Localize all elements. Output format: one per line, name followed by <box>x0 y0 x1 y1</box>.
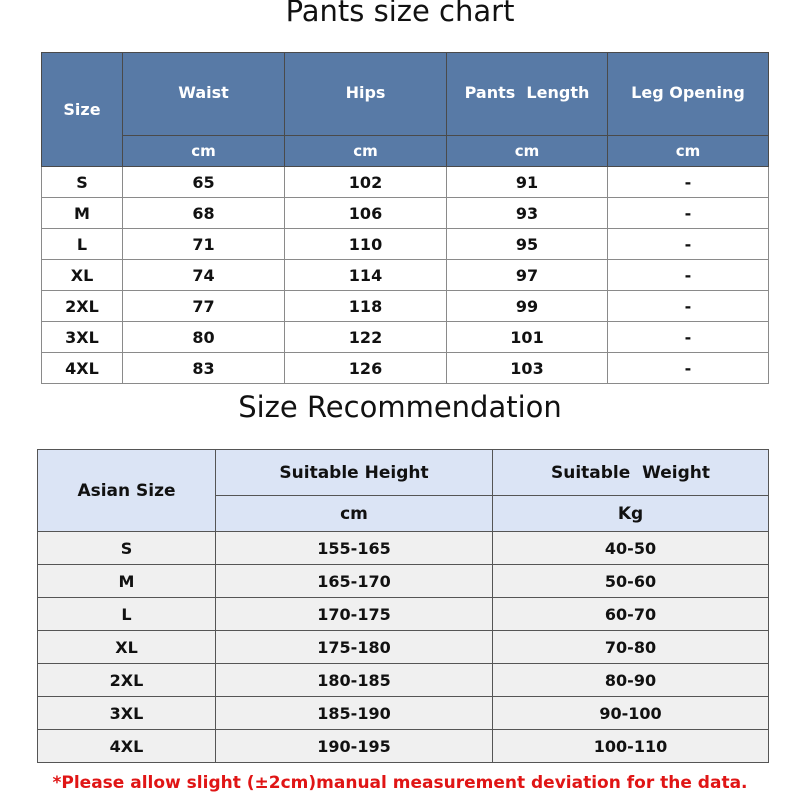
pants-length-cell: 95 <box>447 229 608 260</box>
hips-cell: 102 <box>285 167 447 198</box>
hips-unit: cm <box>285 136 447 167</box>
waist-cell: 68 <box>123 198 285 229</box>
size-cell: M <box>38 565 216 598</box>
hips-column-header: Hips <box>285 53 447 136</box>
leg-opening-cell: - <box>608 322 769 353</box>
table-row <box>38 565 769 598</box>
hips-cell: 122 <box>285 322 447 353</box>
height-cell: 180-185 <box>216 664 493 697</box>
pants-length-cell: 91 <box>447 167 608 198</box>
weight-cell: 80-90 <box>493 664 769 697</box>
table-row <box>42 167 769 198</box>
height-cell: 190-195 <box>216 730 493 763</box>
hips-cell: 110 <box>285 229 447 260</box>
waist-cell: 65 <box>123 167 285 198</box>
leg-opening-cell: - <box>608 229 769 260</box>
size-cell: 4XL <box>38 730 216 763</box>
hips-cell: 114 <box>285 260 447 291</box>
pants-length-cell: 93 <box>447 198 608 229</box>
table-row <box>42 322 769 353</box>
asian-size-column-header: Asian Size <box>38 450 216 532</box>
table-row <box>42 260 769 291</box>
pants-length-unit: cm <box>447 136 608 167</box>
hips-cell: 126 <box>285 353 447 384</box>
size-recommendation-table <box>37 449 769 763</box>
weight-cell: 100-110 <box>493 730 769 763</box>
waist-unit: cm <box>123 136 285 167</box>
size-recommendation-title: Size Recommendation <box>238 390 562 424</box>
size-cell: S <box>42 167 123 198</box>
weight-cell: 70-80 <box>493 631 769 664</box>
pants-length-column-header: Pants Length <box>447 53 608 136</box>
size-cell: 3XL <box>42 322 123 353</box>
suitable-height-column-header: Suitable Height <box>216 450 493 496</box>
height-cell: 170-175 <box>216 598 493 631</box>
size-cell: XL <box>42 260 123 291</box>
pants-length-cell: 99 <box>447 291 608 322</box>
hips-cell: 118 <box>285 291 447 322</box>
waist-cell: 74 <box>123 260 285 291</box>
height-cell: 165-170 <box>216 565 493 598</box>
height-cell: 185-190 <box>216 697 493 730</box>
table-row <box>42 353 769 384</box>
waist-cell: 71 <box>123 229 285 260</box>
size-cell: M <box>42 198 123 229</box>
table-row <box>42 229 769 260</box>
waist-cell: 77 <box>123 291 285 322</box>
table-row <box>38 532 769 565</box>
size-cell: XL <box>38 631 216 664</box>
weight-unit: Kg <box>493 496 769 532</box>
waist-column-header: Waist <box>123 53 285 136</box>
waist-cell: 83 <box>123 353 285 384</box>
size-cell: S <box>38 532 216 565</box>
height-cell: 155-165 <box>216 532 493 565</box>
size-cell: L <box>38 598 216 631</box>
leg-opening-cell: - <box>608 167 769 198</box>
pants-size-table <box>41 52 769 384</box>
size-cell: 3XL <box>38 697 216 730</box>
leg-opening-unit: cm <box>608 136 769 167</box>
pants-length-cell: 103 <box>447 353 608 384</box>
waist-cell: 80 <box>123 322 285 353</box>
size-cell: 2XL <box>38 664 216 697</box>
leg-opening-cell: - <box>608 198 769 229</box>
weight-cell: 50-60 <box>493 565 769 598</box>
size-column-header: Size <box>42 53 123 167</box>
size-chart-title: Pants size chart <box>285 0 515 28</box>
pants-length-cell: 101 <box>447 322 608 353</box>
suitable-weight-column-header: Suitable Weight <box>493 450 769 496</box>
leg-opening-cell: - <box>608 291 769 322</box>
table-row <box>38 697 769 730</box>
measurement-deviation-note: *Please allow slight (±2cm)manual measurement deviation for the data. <box>52 773 748 793</box>
table-row <box>38 598 769 631</box>
weight-cell: 60-70 <box>493 598 769 631</box>
size-cell: 4XL <box>42 353 123 384</box>
leg-opening-column-header: Leg Opening <box>608 53 769 136</box>
leg-opening-cell: - <box>608 353 769 384</box>
size-cell: L <box>42 229 123 260</box>
table-row <box>38 631 769 664</box>
table-row <box>38 664 769 697</box>
weight-cell: 40-50 <box>493 532 769 565</box>
table-row <box>42 198 769 229</box>
table-row <box>38 730 769 763</box>
height-unit: cm <box>216 496 493 532</box>
leg-opening-cell: - <box>608 260 769 291</box>
size-cell: 2XL <box>42 291 123 322</box>
table-row <box>42 291 769 322</box>
weight-cell: 90-100 <box>493 697 769 730</box>
height-cell: 175-180 <box>216 631 493 664</box>
hips-cell: 106 <box>285 198 447 229</box>
pants-length-cell: 97 <box>447 260 608 291</box>
